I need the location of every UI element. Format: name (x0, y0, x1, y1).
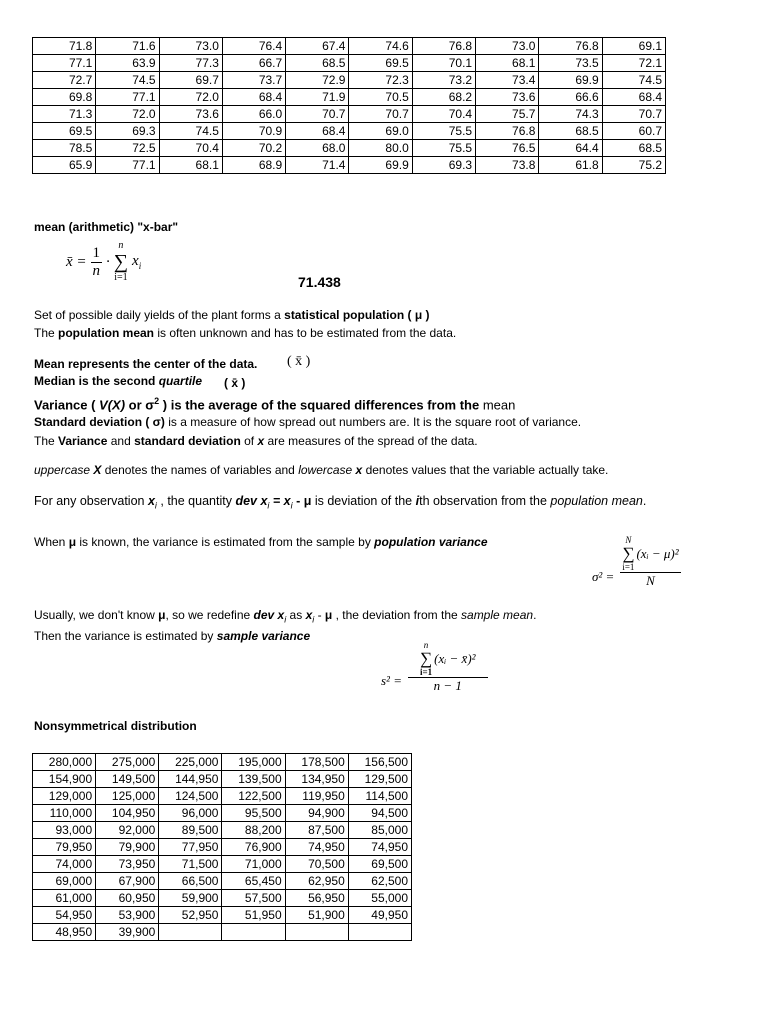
mean-value: 71.438 (298, 274, 341, 290)
table-cell: 129,500 (348, 771, 411, 788)
usually-period: . (533, 608, 537, 622)
dev-popmean: population mean (550, 494, 643, 508)
table-cell: 59,900 (159, 890, 222, 907)
mean-formula-num: 1 (92, 244, 101, 261)
table-cell: 68.1 (476, 55, 539, 72)
table-cell: 139,500 (222, 771, 285, 788)
table-cell (159, 924, 222, 941)
dev-x-sub: i (154, 500, 157, 511)
population-line-text: Set of possible daily yields of the plant forms a (34, 308, 285, 322)
table-cell: 71.4 (286, 157, 349, 174)
variance-term: Variance ( (34, 397, 100, 413)
table-cell: 79,900 (96, 839, 159, 856)
table-cell: 73,950 (96, 856, 159, 873)
mean-formula-sum (114, 240, 128, 284)
table-cell: 73.6 (476, 89, 539, 106)
table-cell: 76.8 (539, 38, 602, 55)
table-cell: 74,950 (285, 839, 348, 856)
mean-formula-lhs: x̄ = (66, 253, 87, 270)
dev-eq: = x (269, 494, 291, 508)
table-cell: 73.8 (476, 157, 539, 174)
table-cell: 56,950 (285, 890, 348, 907)
table-cell: 156,500 (348, 754, 411, 771)
table-cell: 124,500 (159, 788, 222, 805)
vx-term: V(X) (99, 397, 126, 413)
table-cell: 62,500 (348, 873, 411, 890)
uppercase-x: X (90, 463, 105, 477)
table-cell: 69.8 (33, 89, 96, 106)
table-cell: 68.4 (602, 89, 665, 106)
dev-l: th observation from the (419, 494, 551, 508)
table-cell: 80.0 (349, 140, 412, 157)
table-cell: 76.8 (412, 38, 475, 55)
table-cell: 96,000 (159, 805, 222, 822)
table-cell: 48,950 (33, 924, 96, 941)
usually-line (34, 608, 536, 627)
samplevar-term-expr: (xᵢ − x̄)² (434, 650, 476, 666)
table-cell: 76,900 (222, 839, 285, 856)
table-cell: 65,450 (222, 873, 285, 890)
samplevar-sum (420, 640, 432, 677)
popvar-mu: μ (68, 535, 77, 549)
table-cell: 69.5 (349, 55, 412, 72)
spread-x: x (257, 434, 265, 448)
popvar-den: N (646, 573, 655, 588)
table-cell: 71.6 (96, 38, 159, 55)
table-cell: 74.5 (159, 123, 222, 140)
table-cell: 51,900 (285, 907, 348, 924)
spread-a: The (34, 434, 59, 448)
table-cell: 134,950 (285, 771, 348, 788)
table-cell: 71,000 (222, 856, 285, 873)
table-cell: 280,000 (33, 754, 96, 771)
case-c: denotes the names of variables and (104, 463, 299, 477)
table-cell: 54,950 (33, 907, 96, 924)
table-cell: 69.3 (96, 123, 159, 140)
usually-x-sub: i (312, 614, 315, 625)
table-row (33, 771, 412, 788)
table-cell: 70.4 (412, 106, 475, 123)
table-cell: 72.3 (349, 72, 412, 89)
table-cell: 72.0 (96, 106, 159, 123)
table-cell: 68.0 (286, 140, 349, 157)
table-cell: 69.7 (159, 72, 222, 89)
spread-sd: standard deviation (134, 434, 241, 448)
table-cell: 129,000 (33, 788, 96, 805)
mean-formula-den: n (92, 262, 101, 279)
table-cell: 75.7 (476, 106, 539, 123)
table-cell: 74.3 (539, 106, 602, 123)
table-cell: 125,000 (96, 788, 159, 805)
table-cell: 49,950 (348, 907, 411, 924)
table-cell: 119,950 (285, 788, 348, 805)
table-row (33, 890, 412, 907)
table-cell: 85,000 (348, 822, 411, 839)
table-cell: 66.6 (539, 89, 602, 106)
table-row (33, 106, 666, 123)
table-cell: 74.6 (349, 38, 412, 55)
popvar-fraction (620, 535, 680, 589)
table-cell: 66.0 (222, 106, 285, 123)
sigma-sum-icon: ∑ (113, 251, 129, 273)
table-cell: 74.5 (96, 72, 159, 89)
sigma-term: or σ (125, 397, 155, 413)
table-cell: 71.8 (33, 38, 96, 55)
popvar-sigma-icon: ∑ (622, 544, 635, 563)
mean-center-line: Mean represents the center of the data. (34, 357, 258, 371)
dev-period: . (642, 494, 647, 508)
table-cell: 77.1 (96, 89, 159, 106)
case-f: denotes values that the variable actually take. (365, 463, 609, 477)
popvar-sum-bottom: i=1 (622, 562, 635, 572)
table-cell: 71.9 (286, 89, 349, 106)
samplevar-a: Then the variance is estimated by (34, 629, 217, 643)
table-cell: 51,950 (222, 907, 285, 924)
table-cell: 114,500 (348, 788, 411, 805)
population-mean-line (34, 326, 456, 341)
table-cell: 75.5 (412, 123, 475, 140)
table-cell: 225,000 (159, 754, 222, 771)
table-cell: 77,950 (159, 839, 222, 856)
table-cell: 68.4 (222, 89, 285, 106)
table-cell: 275,000 (96, 754, 159, 771)
table-cell: 70.2 (222, 140, 285, 157)
table-cell: 73.7 (222, 72, 285, 89)
table-cell: 71.3 (33, 106, 96, 123)
table-cell: 68.1 (159, 157, 222, 174)
sd-term: Standard deviation ( σ) (34, 415, 165, 429)
table-cell: 149,500 (96, 771, 159, 788)
table-cell (222, 924, 285, 941)
table-cell: 154,900 (33, 771, 96, 788)
table-cell: 68.4 (286, 123, 349, 140)
popvar-a: When (34, 535, 69, 549)
dev-term-sub: i (267, 500, 270, 511)
samplevar-sigma-icon: ∑ (419, 649, 433, 668)
table-cell: 93,000 (33, 822, 96, 839)
table-row (33, 788, 412, 805)
table-row (33, 38, 666, 55)
usually-mu: μ (158, 608, 166, 622)
sigma-exponent: 2 (154, 396, 160, 406)
table-row (33, 822, 412, 839)
table-row (33, 89, 666, 106)
table-cell: 74,950 (348, 839, 411, 856)
table-cell: 71,500 (159, 856, 222, 873)
table-cell: 73.2 (412, 72, 475, 89)
table-cell: 75.5 (412, 140, 475, 157)
dev-line (34, 494, 646, 511)
table-row (33, 754, 412, 771)
dev-j: is deviation of the (311, 494, 416, 508)
population-mean-term: population mean (58, 326, 155, 340)
table-row (33, 839, 412, 856)
dev-eq-sub: i (290, 500, 293, 511)
table-cell: 144,950 (159, 771, 222, 788)
quartile-term: quartile (158, 374, 203, 388)
lowercase-term: lowercase (298, 463, 353, 477)
case-line (34, 463, 608, 478)
usually-x: x (305, 608, 313, 622)
population-line (34, 308, 430, 323)
popvar-lhs: σ² = (592, 569, 615, 584)
table-cell: 60,950 (96, 890, 159, 907)
mean-formula-sum-bottom: i=1 (114, 272, 128, 283)
table-cell: 69,000 (33, 873, 96, 890)
table-cell: 69.9 (349, 157, 412, 174)
table-row (33, 157, 666, 174)
table-cell: 65.9 (33, 157, 96, 174)
population-term: statistical population (284, 308, 405, 322)
table-cell (348, 924, 411, 941)
table-cell: 110,000 (33, 805, 96, 822)
table-cell: 67,900 (96, 873, 159, 890)
samplevar-fraction (408, 640, 488, 694)
table-cell: 75.2 (602, 157, 665, 174)
table-cell: 178,500 (285, 754, 348, 771)
table-cell: 68.5 (286, 55, 349, 72)
table-cell: 195,000 (222, 754, 285, 771)
median-line (34, 374, 202, 389)
table-row (33, 805, 412, 822)
nonsymmetrical-data-table (32, 753, 412, 941)
table-cell: 70.9 (222, 123, 285, 140)
table-cell: 69.9 (539, 72, 602, 89)
table-cell: 55,000 (348, 890, 411, 907)
table-cell: 66.7 (222, 55, 285, 72)
table-cell: 69.3 (412, 157, 475, 174)
spread-and: and (107, 434, 135, 448)
table-cell: 70.7 (286, 106, 349, 123)
table-cell: 73.0 (476, 38, 539, 55)
spread-of: of (240, 434, 258, 448)
table-cell: 73.5 (539, 55, 602, 72)
table-cell: 57,500 (222, 890, 285, 907)
samplevar-lhs: s² = (381, 673, 402, 688)
table-cell: 61.8 (539, 157, 602, 174)
xbar-symbol: ( x̄ ) (287, 354, 311, 369)
usually-dev: dev x (253, 608, 285, 622)
table-cell: 76.5 (476, 140, 539, 157)
table-cell: 66,500 (159, 873, 222, 890)
table-cell: 61,000 (33, 890, 96, 907)
sd-desc: is a measure of how spread out numbers are. It is the square root of variance. (164, 415, 582, 429)
table-cell: 60.7 (602, 123, 665, 140)
usually-dev-sub: i (284, 614, 287, 625)
uppercase-term: uppercase (34, 463, 91, 477)
table-row (33, 856, 412, 873)
median-symbol: ( x̄ ) (224, 376, 246, 390)
mean-formula (66, 240, 141, 284)
table-cell: 73.4 (476, 72, 539, 89)
usually-as: as (286, 608, 306, 622)
table-cell: 72.0 (159, 89, 222, 106)
lowercase-x: x (352, 463, 366, 477)
dev-d: , the quantity (156, 494, 236, 508)
population-mean-line-a: The (34, 326, 59, 340)
table-cell: 72.1 (602, 55, 665, 72)
sample-variance-formula (381, 640, 488, 694)
table-row (33, 123, 666, 140)
dev-x: x (147, 494, 155, 508)
table-cell: 68.9 (222, 157, 285, 174)
table-cell: 73.6 (159, 106, 222, 123)
nonsym-heading: Nonsymmetrical distribution (34, 719, 197, 733)
table-cell: 76.8 (476, 123, 539, 140)
usually-c: , so we redefine (165, 608, 254, 622)
samplevar-den: n − 1 (433, 678, 462, 693)
table-cell: 95,500 (222, 805, 285, 822)
variance-line (34, 396, 515, 412)
table-cell: 67.4 (286, 38, 349, 55)
table-cell: 72.7 (33, 72, 96, 89)
table-cell (285, 924, 348, 941)
table-cell: 79,950 (33, 839, 96, 856)
mean-formula-fraction (91, 245, 103, 280)
table-cell: 70.4 (159, 140, 222, 157)
variance-desc-text: mean (482, 397, 516, 413)
table-cell: 73.0 (159, 38, 222, 55)
popvar-numerator (620, 535, 680, 573)
spread-rest: are measures of the spread of the data. (264, 434, 478, 448)
popvar-sum-top: N (625, 535, 632, 545)
usually-minus: - (314, 608, 325, 622)
samplevar-sum-top: n (423, 640, 429, 650)
table-cell: 92,000 (96, 822, 159, 839)
table-cell: 68.5 (539, 123, 602, 140)
table-cell: 63.9 (96, 55, 159, 72)
samplevar-sum-bottom: i=1 (419, 667, 433, 677)
table-cell: 64.4 (539, 140, 602, 157)
popvar-term: population variance (374, 535, 488, 549)
table-cell: 94,500 (348, 805, 411, 822)
sample-var-line (34, 629, 310, 644)
table-cell: 52,950 (159, 907, 222, 924)
mean-heading: mean (arithmetic) "x-bar" (34, 220, 179, 234)
usually-k: , the deviation from the (332, 608, 462, 622)
table-cell: 122,500 (222, 788, 285, 805)
dev-term: dev x (235, 494, 268, 508)
table-cell: 70,500 (285, 856, 348, 873)
table-cell: 74,000 (33, 856, 96, 873)
table-cell: 62,950 (285, 873, 348, 890)
table-row (33, 72, 666, 89)
usually-samplemean: sample mean (461, 608, 534, 622)
dev-a: For any observation (34, 494, 148, 508)
table-cell: 76.4 (222, 38, 285, 55)
table-cell: 74.5 (602, 72, 665, 89)
popvar-sum (622, 535, 634, 572)
sd-line (34, 415, 581, 430)
table-row (33, 873, 412, 890)
popvar-term-expr: (xᵢ − μ)² (636, 545, 679, 561)
median-line-a: Median is the second (34, 374, 159, 388)
table-cell: 68.2 (412, 89, 475, 106)
table-cell: 87,500 (285, 822, 348, 839)
usually-a: Usually, we don't know (34, 608, 159, 622)
dev-i: i (415, 494, 420, 508)
spread-line (34, 434, 478, 449)
table-row (33, 55, 666, 72)
table-cell: 70.1 (412, 55, 475, 72)
table-row (33, 907, 412, 924)
samplevar-term: sample variance (216, 629, 311, 643)
spread-variance: Variance (58, 434, 108, 448)
mean-formula-term-sub: i (138, 261, 142, 271)
yield-data-table (32, 37, 666, 174)
table-cell: 77.1 (96, 157, 159, 174)
population-variance-formula (592, 535, 681, 589)
mean-formula-dot: · (106, 253, 110, 270)
table-cell: 72.5 (96, 140, 159, 157)
table-cell: 77.1 (33, 55, 96, 72)
table-cell: 70.7 (349, 106, 412, 123)
mu-symbol: ( μ ) (404, 308, 430, 322)
table-cell: 53,900 (96, 907, 159, 924)
table-cell: 104,950 (96, 805, 159, 822)
table-cell: 70.7 (602, 106, 665, 123)
mean-formula-term: x (132, 253, 139, 269)
table-cell: 77.3 (159, 55, 222, 72)
table-cell: 70.5 (349, 89, 412, 106)
table-cell: 78.5 (33, 140, 96, 157)
mean-formula-sum-top: n (118, 240, 124, 251)
table-cell: 69,500 (348, 856, 411, 873)
table-cell: 69.0 (349, 123, 412, 140)
samplevar-numerator (408, 640, 488, 678)
variance-close: ) is the average of the squared differences from the (159, 397, 483, 413)
table-cell: 69.1 (602, 38, 665, 55)
population-mean-line-c: is often unknown and has to be estimated from the data. (154, 326, 457, 340)
table-cell: 88,200 (222, 822, 285, 839)
table-cell: 39,900 (96, 924, 159, 941)
table-cell: 68.5 (602, 140, 665, 157)
table-cell: 94,900 (285, 805, 348, 822)
table-cell: 89,500 (159, 822, 222, 839)
table-cell: 69.5 (33, 123, 96, 140)
table-row (33, 140, 666, 157)
table-cell: 72.9 (286, 72, 349, 89)
dev-mu: - μ (292, 494, 312, 508)
table-row (33, 924, 412, 941)
popvar-c: is known, the variance is estimated from the sample by (76, 535, 375, 549)
pop-var-line (34, 535, 488, 550)
usually-mu2: μ (324, 608, 333, 622)
